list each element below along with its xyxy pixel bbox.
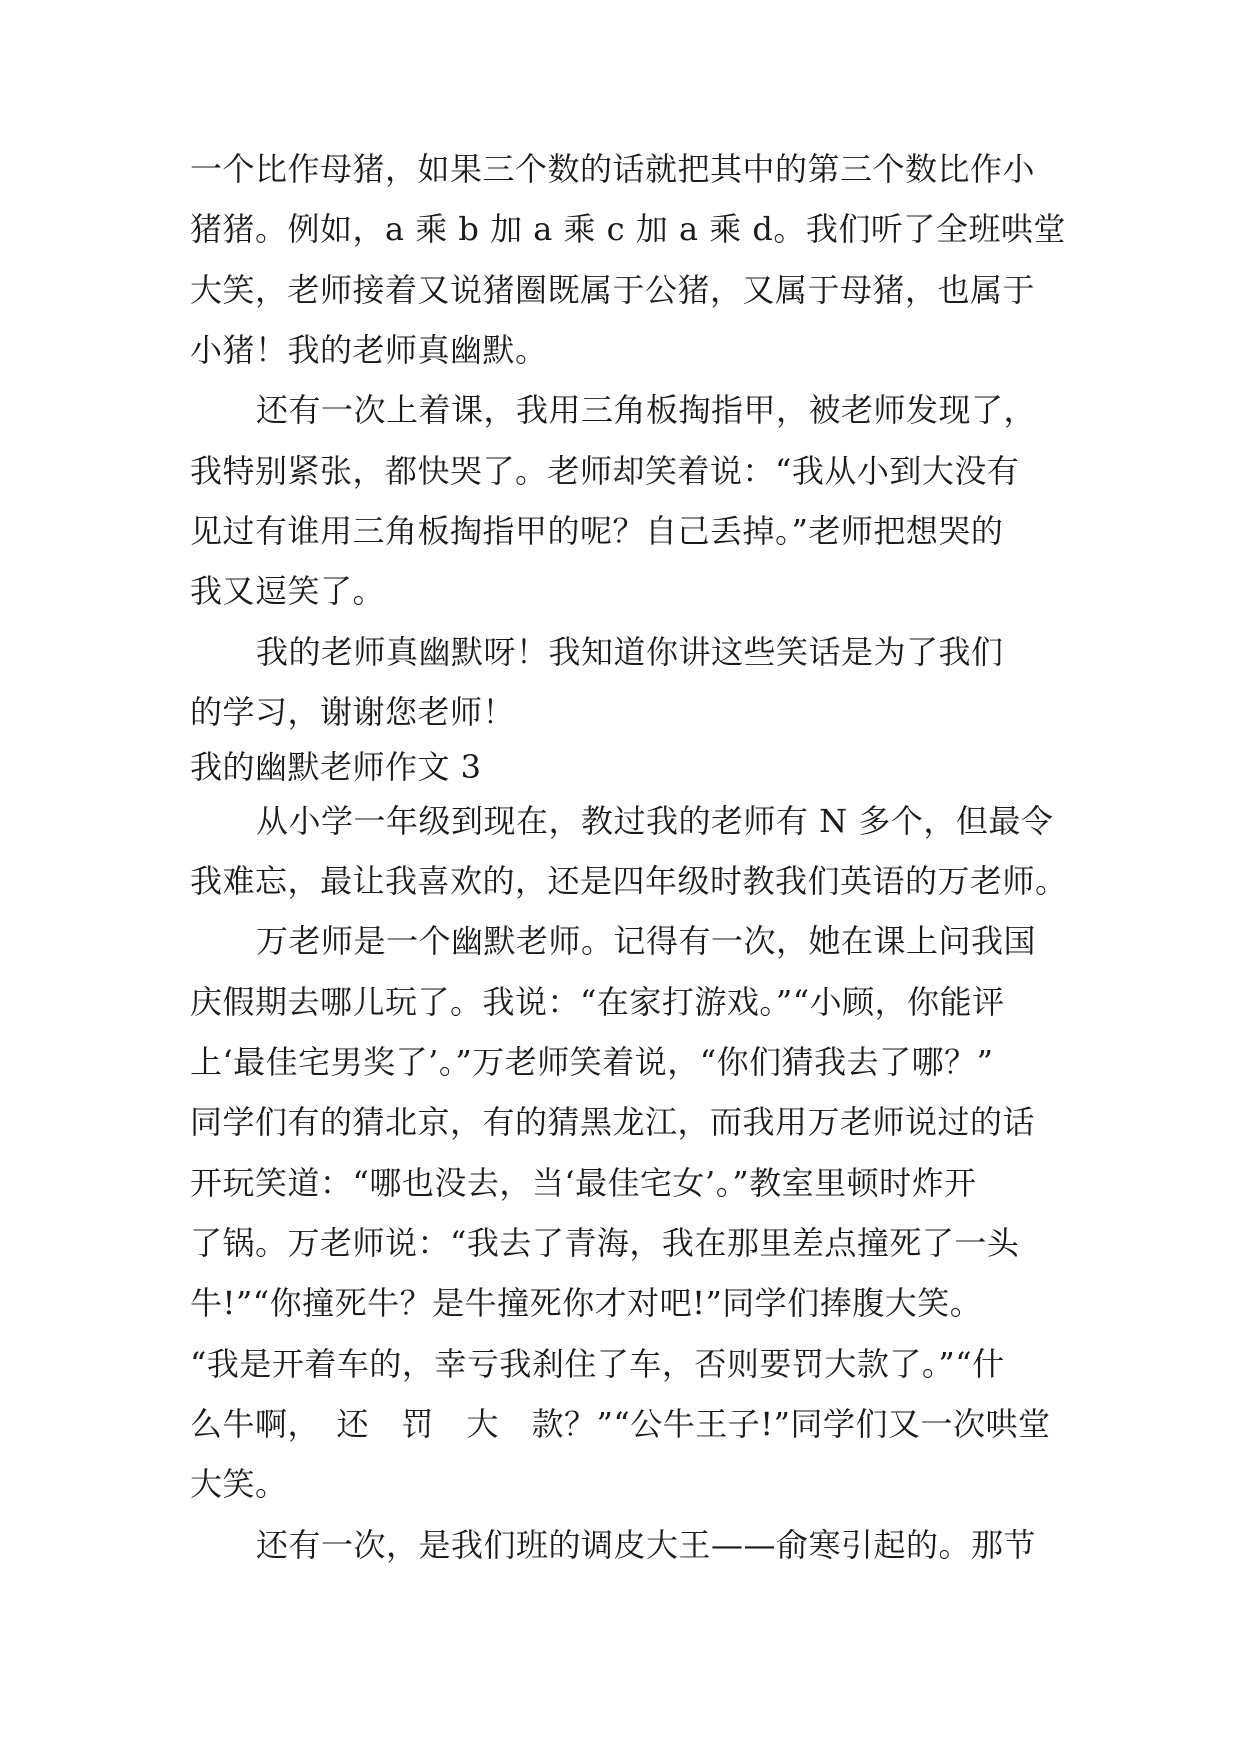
paragraph-line: 见过有谁用三角板掏指甲的呢？自己丢掉。”老师把想哭的 <box>190 512 1004 550</box>
paragraph-line: 我又逗笑了。 <box>190 572 386 610</box>
paragraph-line: 从小学一年级到现在，教过我的老师有 N 多个，但最令 <box>256 802 1054 840</box>
paragraph-line: 万老师是一个幽默老师。记得有一次，她在课上问我国 <box>256 922 1037 960</box>
paragraph-line: 上‘最佳宅男奖了’。”万老师笑着说，“你们猜我去了哪？” <box>190 1043 994 1081</box>
paragraph-line: 我难忘，最让我喜欢的，还是四年级时教我们英语的万老师。 <box>190 862 1068 900</box>
paragraph-line: 的学习，谢谢您老师！ <box>190 693 516 731</box>
paragraph-line: 了锅。万老师说：“我去了青海，我在那里差点撞死了一头 <box>190 1224 1020 1262</box>
paragraph-line: 还有一次，是我们班的调皮大王——俞寒引起的。那节 <box>256 1526 1037 1564</box>
paragraph-line: 牛!”“你撞死牛？是牛撞死你才对吧!”同学们捧腹大笑。 <box>190 1284 983 1322</box>
paragraph-line: 庆假期去哪儿玩了。我说：“在家打游戏。”“小顾，你能评 <box>190 983 1005 1021</box>
paragraph-line: 么牛啊， 还 罚 大 款？”“公牛王子!”同学们又一次哄堂 <box>190 1405 1051 1443</box>
paragraph-line: 一个比作母猪，如果三个数的话就把其中的第三个数比作小 <box>190 150 1036 188</box>
paragraph-line: 开玩笑道：“哪也没去，当‘最佳宅女’。”教室里顿时炸开 <box>190 1164 977 1202</box>
paragraph-line: 小猪！我的老师真幽默。 <box>190 331 548 369</box>
paragraph-line: 大笑，老师接着又说猪圈既属于公猪，又属于母猪，也属于 <box>190 271 1036 309</box>
paragraph-line: “我是开着车的，幸亏我刹住了车，否则要罚大款了。”“什 <box>190 1345 1005 1383</box>
section-title: 我的幽默老师作文 3 <box>190 748 482 786</box>
paragraph-line: 大笑。 <box>190 1465 288 1503</box>
paragraph-line: 猪猪。例如，a 乘 b 加 a 乘 c 加 a 乘 d。我们听了全班哄堂 <box>190 210 1066 248</box>
paragraph-line: 我的老师真幽默呀！我知道你讲这些笑话是为了我们 <box>256 633 1004 671</box>
paragraph-line: 还有一次上着课，我用三角板掏指甲，被老师发现了， <box>256 391 1037 429</box>
paragraph-line: 同学们有的猜北京，有的猜黑龙江，而我用万老师说过的话 <box>190 1103 1036 1141</box>
paragraph-line: 我特别紧张，都快哭了。老师却笑着说：“我从小到大没有 <box>190 452 1020 490</box>
